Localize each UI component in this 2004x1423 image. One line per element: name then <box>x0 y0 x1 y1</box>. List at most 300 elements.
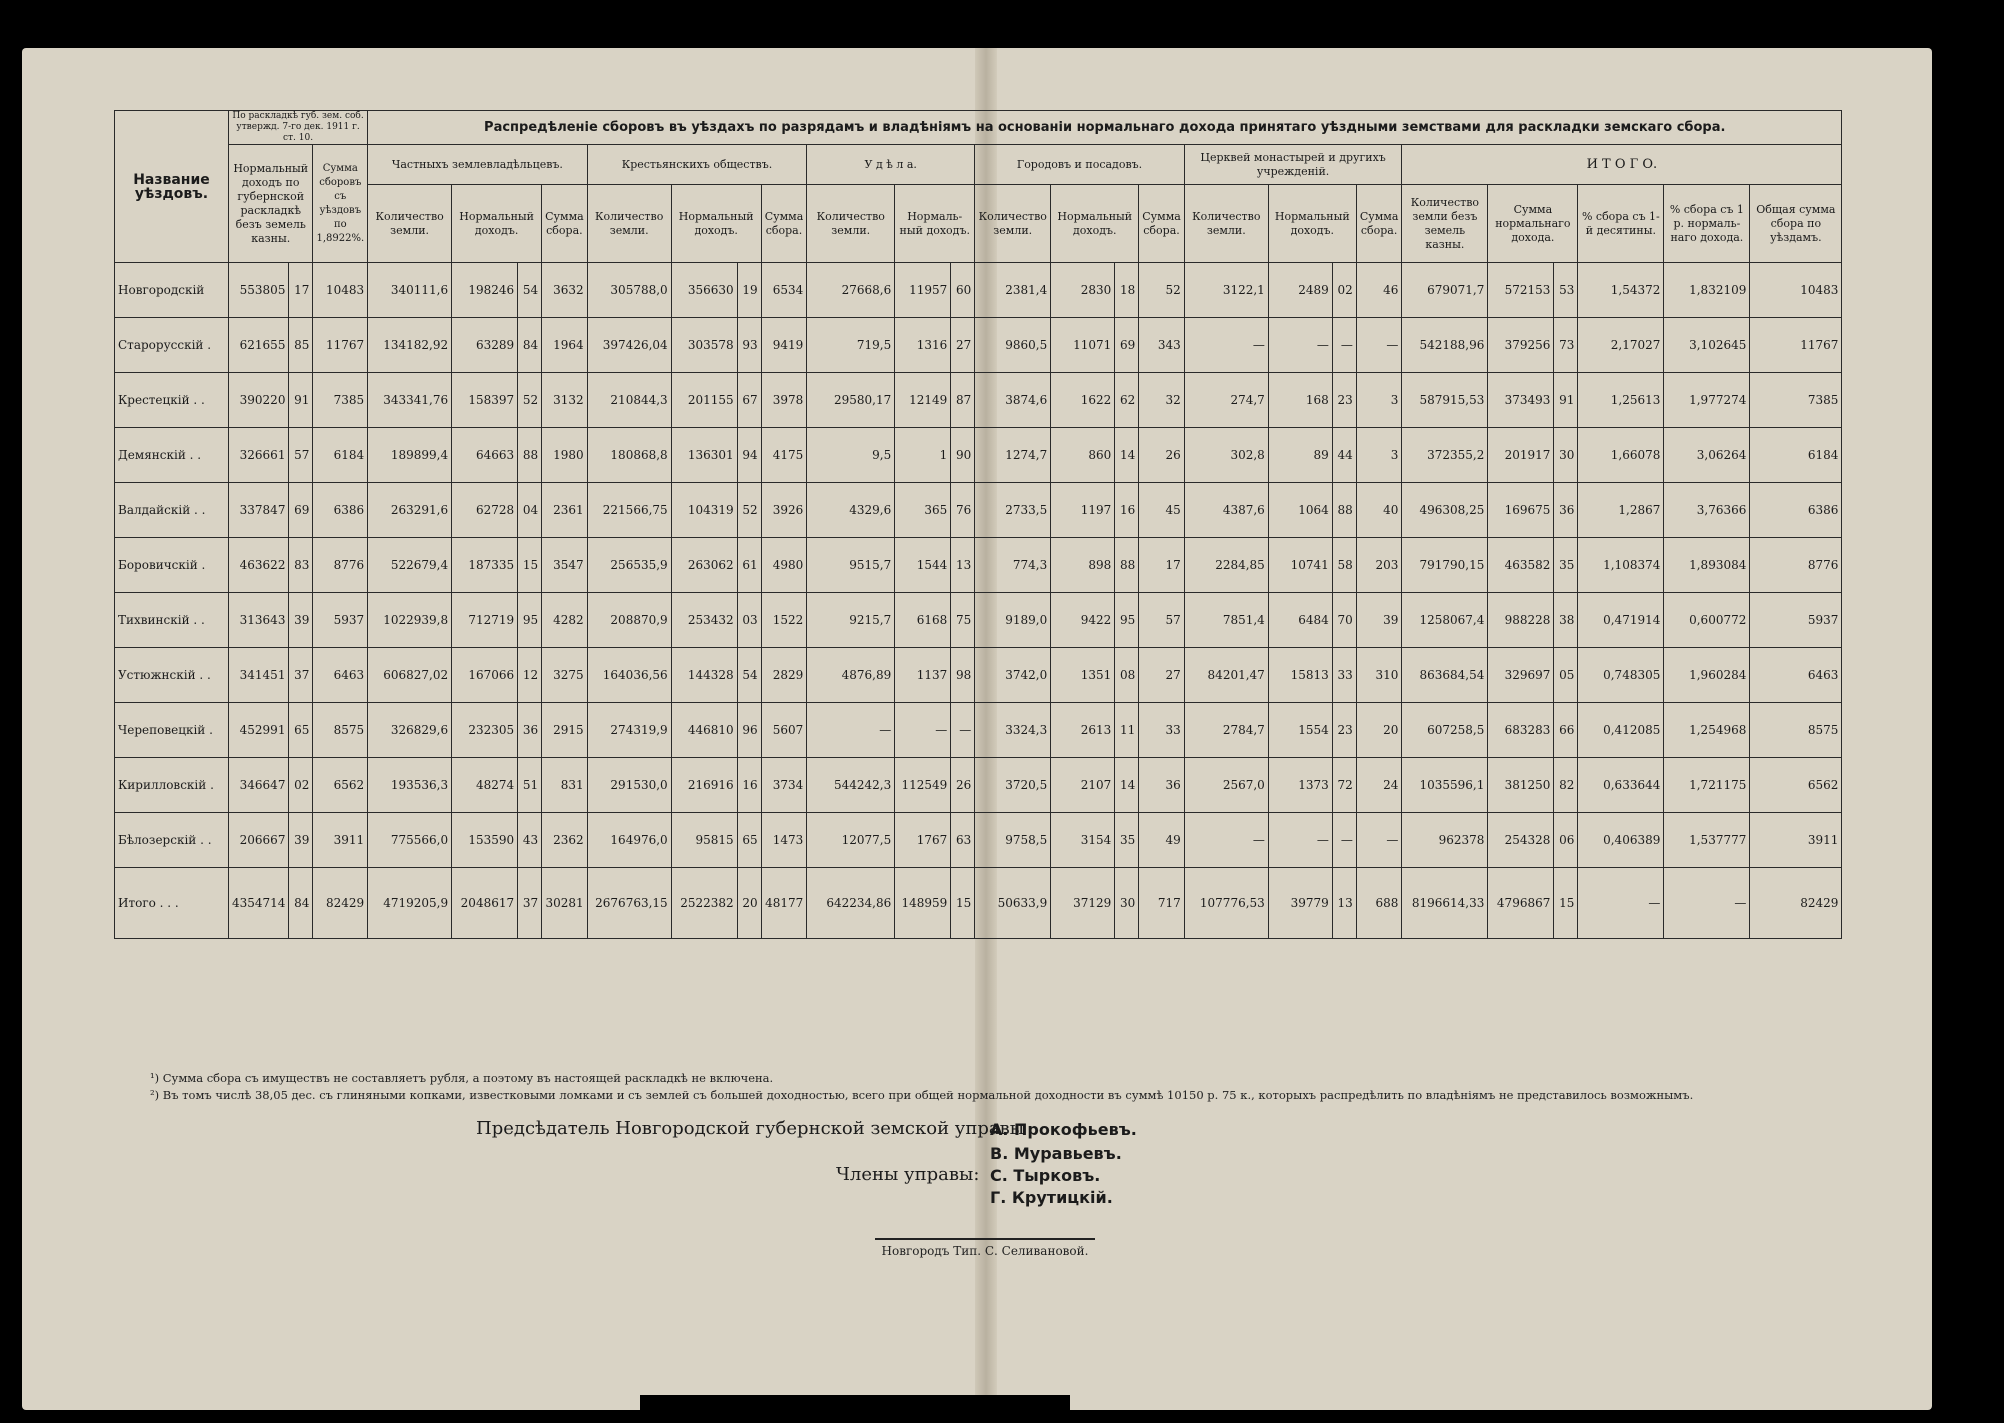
value-cell: 39 <box>289 813 313 868</box>
chair-label: Предсѣдатель Новгородской губернской земской управы <box>476 1118 1025 1139</box>
value-cell: 2284,85 <box>1184 538 1268 593</box>
value-cell: 02 <box>1332 263 1356 318</box>
value-cell: 164976,0 <box>587 813 671 868</box>
value-cell: 4719205,9 <box>368 868 452 939</box>
value-cell: 27668,6 <box>807 263 895 318</box>
value-cell: 61 <box>737 538 761 593</box>
value-cell: 37 <box>289 648 313 703</box>
value-cell: 621655 <box>229 318 289 373</box>
value-cell: 82 <box>1554 758 1578 813</box>
value-cell: 95 <box>1115 593 1139 648</box>
value-cell: — <box>1268 318 1332 373</box>
member-name: Г. Крутицкій. <box>990 1188 1113 1207</box>
value-cell: 1,721175 <box>1664 758 1750 813</box>
value-cell: 50633,9 <box>975 868 1051 939</box>
value-cell: 6184 <box>1750 428 1842 483</box>
value-cell: 75 <box>951 593 975 648</box>
table-row <box>115 648 1842 703</box>
value-cell: 107776,53 <box>1184 868 1268 939</box>
tax-distribution-table <box>114 110 1842 939</box>
district-name-cell: Новгородскій <box>115 263 229 318</box>
value-cell: 9515,7 <box>807 538 895 593</box>
value-cell: 6386 <box>1750 483 1842 538</box>
value-cell: 35 <box>1554 538 1578 593</box>
value-cell: 542188,96 <box>1402 318 1488 373</box>
header-group-total: И Т О Г О. <box>1402 145 1842 185</box>
value-cell: 1544 <box>895 538 951 593</box>
value-cell: 688 <box>1356 868 1402 939</box>
value-cell: 302,8 <box>1184 428 1268 483</box>
value-cell: 6534 <box>761 263 807 318</box>
footnote-1: ¹) Сумма сбора съ имуществъ не составляетъ рубля, а поэтому въ настоящей раскладкѣ не включена. <box>150 1071 774 1085</box>
value-cell: 76 <box>951 483 975 538</box>
value-cell: 1064 <box>1268 483 1332 538</box>
value-cell: 84 <box>289 868 313 939</box>
value-cell: 1,893084 <box>1664 538 1750 593</box>
value-cell: 3324,3 <box>975 703 1051 758</box>
value-cell: 36 <box>1554 483 1578 538</box>
value-cell: 2784,7 <box>1184 703 1268 758</box>
value-cell: 82429 <box>313 868 368 939</box>
value-cell: 05 <box>1554 648 1578 703</box>
value-cell: 4175 <box>761 428 807 483</box>
value-cell: 3734 <box>761 758 807 813</box>
header-sum: Сумма сбора. <box>542 185 588 263</box>
header-group-private: Частныхъ землевладѣльцевъ. <box>368 145 588 185</box>
value-cell: 43 <box>518 813 542 868</box>
table-row <box>115 813 1842 868</box>
value-cell: 1316 <box>895 318 951 373</box>
header-group-udel: У д ѣ л а. <box>807 145 975 185</box>
value-cell: — <box>1578 868 1664 939</box>
value-cell: 253432 <box>671 593 737 648</box>
value-cell: 379256 <box>1488 318 1554 373</box>
value-cell: — <box>1356 813 1402 868</box>
header-district-name: Название уѣздовъ. <box>115 111 229 263</box>
value-cell: 2613 <box>1051 703 1115 758</box>
value-cell: 310 <box>1356 648 1402 703</box>
value-cell: 6386 <box>313 483 368 538</box>
value-cell: 988228 <box>1488 593 1554 648</box>
value-cell: 98 <box>951 648 975 703</box>
value-cell: 3874,6 <box>975 373 1051 428</box>
value-cell: 2048617 <box>452 868 518 939</box>
value-cell: — <box>1332 813 1356 868</box>
header-pct-per-desyatina: % сбора съ 1-й десятины. <box>1578 185 1664 263</box>
value-cell: 0,748305 <box>1578 648 1664 703</box>
value-cell: 46 <box>1356 263 1402 318</box>
value-cell: — <box>807 703 895 758</box>
value-cell: 1554 <box>1268 703 1332 758</box>
value-cell: 95 <box>518 593 542 648</box>
value-cell: 216916 <box>671 758 737 813</box>
header-pct-per-ruble: % сбора съ 1 р. нормаль-наго дохода. <box>1664 185 1750 263</box>
value-cell: 3132 <box>542 373 588 428</box>
value-cell: 1980 <box>542 428 588 483</box>
value-cell: 30 <box>1115 868 1139 939</box>
value-cell: 9215,7 <box>807 593 895 648</box>
value-cell: 70 <box>1332 593 1356 648</box>
value-cell: 326661 <box>229 428 289 483</box>
value-cell: 4282 <box>542 593 588 648</box>
header-qty: Количество земли. <box>587 185 671 263</box>
value-cell: 14 <box>1115 758 1139 813</box>
value-cell: 791790,15 <box>1402 538 1488 593</box>
value-cell: 39779 <box>1268 868 1332 939</box>
value-cell: 0,600772 <box>1664 593 1750 648</box>
value-cell: 1,537777 <box>1664 813 1750 868</box>
value-cell: 3911 <box>1750 813 1842 868</box>
value-cell: 2381,4 <box>975 263 1051 318</box>
table-row <box>115 703 1842 758</box>
header-income: Нормальный доходъ. <box>452 185 542 263</box>
value-cell: 6562 <box>313 758 368 813</box>
value-cell: 24 <box>1356 758 1402 813</box>
value-cell: 66 <box>1554 703 1578 758</box>
value-cell: 201917 <box>1488 428 1554 483</box>
value-cell: 1137 <box>895 648 951 703</box>
value-cell: 305788,0 <box>587 263 671 318</box>
value-cell: 1,25613 <box>1578 373 1664 428</box>
district-name-cell: Старорусскій . <box>115 318 229 373</box>
district-name-cell: Кирилловскій . <box>115 758 229 813</box>
table-row <box>115 538 1842 593</box>
value-cell: 6463 <box>1750 648 1842 703</box>
value-cell: 9758,5 <box>975 813 1051 868</box>
value-cell: 8575 <box>1750 703 1842 758</box>
value-cell: 15 <box>951 868 975 939</box>
header-qty: Количество земли. <box>1184 185 1268 263</box>
value-cell: 206667 <box>229 813 289 868</box>
value-cell: 3632 <box>542 263 588 318</box>
footnotes <box>150 1070 1693 1104</box>
value-cell: 607258,5 <box>1402 703 1488 758</box>
value-cell: — <box>1184 813 1268 868</box>
value-cell: 898 <box>1051 538 1115 593</box>
value-cell: 2676763,15 <box>587 868 671 939</box>
value-cell: 381250 <box>1488 758 1554 813</box>
value-cell: 14 <box>1115 428 1139 483</box>
value-cell: 104319 <box>671 483 737 538</box>
value-cell: 346647 <box>229 758 289 813</box>
value-cell: 12077,5 <box>807 813 895 868</box>
table-row <box>115 263 1842 318</box>
value-cell: 203 <box>1356 538 1402 593</box>
value-cell: 27 <box>951 318 975 373</box>
value-cell: 169675 <box>1488 483 1554 538</box>
value-cell: 263062 <box>671 538 737 593</box>
value-cell: 2567,0 <box>1184 758 1268 813</box>
value-cell: 1022939,8 <box>368 593 452 648</box>
value-cell: 1258067,4 <box>1402 593 1488 648</box>
value-cell: 522679,4 <box>368 538 452 593</box>
value-cell: 53 <box>1554 263 1578 318</box>
value-cell: 775566,0 <box>368 813 452 868</box>
value-cell: 10741 <box>1268 538 1332 593</box>
value-cell: 313643 <box>229 593 289 648</box>
value-cell: 17 <box>1139 538 1185 593</box>
value-cell: 2829 <box>761 648 807 703</box>
value-cell: 88 <box>1115 538 1139 593</box>
value-cell: 35 <box>1115 813 1139 868</box>
header-main-title: Распредѣленіе сборовъ въ уѣздахъ по разрядамъ и владѣніямъ на основаніи нормальнаго дохода принятаго уѣздными земствами для раскладки земскаго сбора. <box>368 111 1842 145</box>
value-cell: 93 <box>737 318 761 373</box>
value-cell: 221566,75 <box>587 483 671 538</box>
value-cell: 340111,6 <box>368 263 452 318</box>
value-cell: 91 <box>1554 373 1578 428</box>
value-cell: 7385 <box>1750 373 1842 428</box>
value-cell: 6463 <box>313 648 368 703</box>
value-cell: 1035596,1 <box>1402 758 1488 813</box>
value-cell: 73 <box>1554 318 1578 373</box>
value-cell: 134182,92 <box>368 318 452 373</box>
value-cell: 11071 <box>1051 318 1115 373</box>
value-cell: 326829,6 <box>368 703 452 758</box>
value-cell: 48274 <box>452 758 518 813</box>
value-cell: 62728 <box>452 483 518 538</box>
value-cell: 06 <box>1554 813 1578 868</box>
header-sum: Сумма сбора. <box>1139 185 1185 263</box>
value-cell: 11957 <box>895 263 951 318</box>
value-cell: 2361 <box>542 483 588 538</box>
value-cell: 29580,17 <box>807 373 895 428</box>
table-row <box>115 593 1842 648</box>
value-cell: 8776 <box>313 538 368 593</box>
value-cell: 168 <box>1268 373 1332 428</box>
value-cell: 40 <box>1356 483 1402 538</box>
value-cell: 4980 <box>761 538 807 593</box>
value-cell: 49 <box>1139 813 1185 868</box>
value-cell: — <box>1332 318 1356 373</box>
value-cell: 337847 <box>229 483 289 538</box>
value-cell: 544242,3 <box>807 758 895 813</box>
value-cell: 6484 <box>1268 593 1332 648</box>
value-cell: 57 <box>289 428 313 483</box>
value-cell: 180868,8 <box>587 428 671 483</box>
value-cell: 2362 <box>542 813 588 868</box>
value-cell: 1351 <box>1051 648 1115 703</box>
value-cell: 208870,9 <box>587 593 671 648</box>
value-cell: 54 <box>737 648 761 703</box>
value-cell: — <box>1268 813 1332 868</box>
value-cell: 30281 <box>542 868 588 939</box>
header-group-church: Церквей монастырей и другихъ учрежденій. <box>1184 145 1402 185</box>
value-cell: 3547 <box>542 538 588 593</box>
value-cell: 88 <box>518 428 542 483</box>
value-cell: 36 <box>518 703 542 758</box>
value-cell: 1,254968 <box>1664 703 1750 758</box>
value-cell: 48177 <box>761 868 807 939</box>
value-cell: 3,06264 <box>1664 428 1750 483</box>
value-cell: 2107 <box>1051 758 1115 813</box>
value-cell: 88 <box>1332 483 1356 538</box>
value-cell: 144328 <box>671 648 737 703</box>
value-cell: 2733,5 <box>975 483 1051 538</box>
value-cell: 15 <box>518 538 542 593</box>
value-cell: 63289 <box>452 318 518 373</box>
value-cell: 7851,4 <box>1184 593 1268 648</box>
value-cell: 3154 <box>1051 813 1115 868</box>
member-name: С. Тырковъ. <box>990 1166 1101 1185</box>
value-cell: 679071,7 <box>1402 263 1488 318</box>
value-cell: 1197 <box>1051 483 1115 538</box>
value-cell: 201155 <box>671 373 737 428</box>
district-name-cell: Бѣлозерскій . . <box>115 813 229 868</box>
value-cell: 57 <box>1139 593 1185 648</box>
value-cell: 187335 <box>452 538 518 593</box>
district-name-cell: Устюжнскій . . <box>115 648 229 703</box>
value-cell: 9,5 <box>807 428 895 483</box>
value-cell: 863684,54 <box>1402 648 1488 703</box>
value-cell: 341451 <box>229 648 289 703</box>
value-cell: 30 <box>1554 428 1578 483</box>
value-cell: 5607 <box>761 703 807 758</box>
footnote-2: ²) Въ томъ числѣ 38,05 дес. съ глиняными копками, известковыми ломками и съ землей съ большей доходностью, всего при общей нормальной доходности въ суммѣ 10150 р. 75 к., которыхъ распредѣлить по владѣніямъ не представилось возможнымъ. <box>150 1088 1694 1102</box>
value-cell: — <box>1356 318 1402 373</box>
value-cell: 112549 <box>895 758 951 813</box>
district-name-cell: Итого . . . <box>115 868 229 939</box>
value-cell: 2522382 <box>671 868 737 939</box>
value-cell: 27 <box>1139 648 1185 703</box>
value-cell: 37 <box>518 868 542 939</box>
value-cell: 11767 <box>1750 318 1842 373</box>
value-cell: 3926 <box>761 483 807 538</box>
value-cell: 69 <box>1115 318 1139 373</box>
header-sum: Сумма сбора. <box>761 185 807 263</box>
value-cell: 9422 <box>1051 593 1115 648</box>
header-gub-sum: Сумма сборовъ съ уѣздовъ по 1,8922%. <box>313 145 368 263</box>
value-cell: 8776 <box>1750 538 1842 593</box>
value-cell: 1,832109 <box>1664 263 1750 318</box>
value-cell: 1 <box>895 428 951 483</box>
value-cell: 18 <box>1115 263 1139 318</box>
value-cell: 3 <box>1356 373 1402 428</box>
value-cell: 3 <box>1356 428 1402 483</box>
value-cell: 164036,56 <box>587 648 671 703</box>
value-cell: 158397 <box>452 373 518 428</box>
value-cell: 85 <box>289 318 313 373</box>
value-cell: 1522 <box>761 593 807 648</box>
header-gub-income: Нормальный доходъ по губернской раскладкѣ безъ земель казны. <box>229 145 313 263</box>
value-cell: 463582 <box>1488 538 1554 593</box>
value-cell: 20 <box>1356 703 1402 758</box>
value-cell: 16 <box>1115 483 1139 538</box>
value-cell: 587915,53 <box>1402 373 1488 428</box>
value-cell: 452991 <box>229 703 289 758</box>
header-group-peasant: Крестьянскихъ обществъ. <box>587 145 807 185</box>
value-cell: 03 <box>737 593 761 648</box>
table-row <box>115 373 1842 428</box>
value-cell: 1373 <box>1268 758 1332 813</box>
value-cell: 343 <box>1139 318 1185 373</box>
district-name-cell: Череповецкій . <box>115 703 229 758</box>
value-cell: 19 <box>737 263 761 318</box>
value-cell: 4329,6 <box>807 483 895 538</box>
value-cell: 91 <box>289 373 313 428</box>
value-cell: 397426,04 <box>587 318 671 373</box>
value-cell: 84201,47 <box>1184 648 1268 703</box>
value-cell: 606827,02 <box>368 648 452 703</box>
value-cell: 717 <box>1139 868 1185 939</box>
value-cell: 64663 <box>452 428 518 483</box>
value-cell: 2,17027 <box>1578 318 1664 373</box>
printer-imprint: Новгородъ Тип. С. Селивановой. <box>875 1238 1095 1258</box>
value-cell: 63 <box>951 813 975 868</box>
table-body <box>115 263 1842 939</box>
value-cell: 4796867 <box>1488 868 1554 939</box>
value-cell: 553805 <box>229 263 289 318</box>
value-cell: 23 <box>1332 703 1356 758</box>
value-cell: 4876,89 <box>807 648 895 703</box>
value-cell: 274,7 <box>1184 373 1268 428</box>
value-cell: 11 <box>1115 703 1139 758</box>
value-cell: 5937 <box>1750 593 1842 648</box>
value-cell: 962378 <box>1402 813 1488 868</box>
district-name-cell: Демянскій . . <box>115 428 229 483</box>
header-qty: Количество земли. <box>975 185 1051 263</box>
member-name: В. Муравьевъ. <box>990 1144 1122 1163</box>
value-cell: 291530,0 <box>587 758 671 813</box>
value-cell: 3,76366 <box>1664 483 1750 538</box>
header-income: Нормальный доходъ. <box>1051 185 1139 263</box>
value-cell: 1,977274 <box>1664 373 1750 428</box>
value-cell: 87 <box>951 373 975 428</box>
value-cell: 232305 <box>452 703 518 758</box>
value-cell: 831 <box>542 758 588 813</box>
value-cell: 15 <box>1554 868 1578 939</box>
value-cell: 6562 <box>1750 758 1842 813</box>
header-gub-group: По раскладкѣ губ. зем. соб. утвержд. 7-го дек. 1911 г. ст. 10. <box>229 111 368 145</box>
value-cell: 198246 <box>452 263 518 318</box>
scan-edge <box>640 1395 1070 1415</box>
value-cell: 84 <box>518 318 542 373</box>
district-name-cell: Крестецкій . . <box>115 373 229 428</box>
value-cell: 148959 <box>895 868 951 939</box>
header-income: Нормальный доходъ. <box>1268 185 1356 263</box>
value-cell: 373493 <box>1488 373 1554 428</box>
value-cell: 58 <box>1332 538 1356 593</box>
value-cell: 372355,2 <box>1402 428 1488 483</box>
value-cell: 89 <box>1268 428 1332 483</box>
header-qty: Количество земли. <box>368 185 452 263</box>
value-cell: 82429 <box>1750 868 1842 939</box>
value-cell: 2915 <box>542 703 588 758</box>
value-cell: 20 <box>737 868 761 939</box>
value-cell: 8196614,33 <box>1402 868 1488 939</box>
value-cell: 496308,25 <box>1402 483 1488 538</box>
value-cell: — <box>1184 318 1268 373</box>
district-name-cell: Боровичскій . <box>115 538 229 593</box>
value-cell: 13 <box>1332 868 1356 939</box>
members-label: Члены управы: <box>836 1164 980 1185</box>
value-cell: 72 <box>1332 758 1356 813</box>
value-cell: 16 <box>737 758 761 813</box>
value-cell: 08 <box>1115 648 1139 703</box>
value-cell: — <box>895 703 951 758</box>
value-cell: 5937 <box>313 593 368 648</box>
value-cell: 463622 <box>229 538 289 593</box>
value-cell: — <box>951 703 975 758</box>
table-row <box>115 428 1842 483</box>
value-cell: 712719 <box>452 593 518 648</box>
value-cell: 1767 <box>895 813 951 868</box>
value-cell: 54 <box>518 263 542 318</box>
value-cell: 683283 <box>1488 703 1554 758</box>
chair-name: А. Прокофьевъ. <box>990 1120 1137 1139</box>
value-cell: 04 <box>518 483 542 538</box>
value-cell: 0,406389 <box>1578 813 1664 868</box>
value-cell: 1,108374 <box>1578 538 1664 593</box>
